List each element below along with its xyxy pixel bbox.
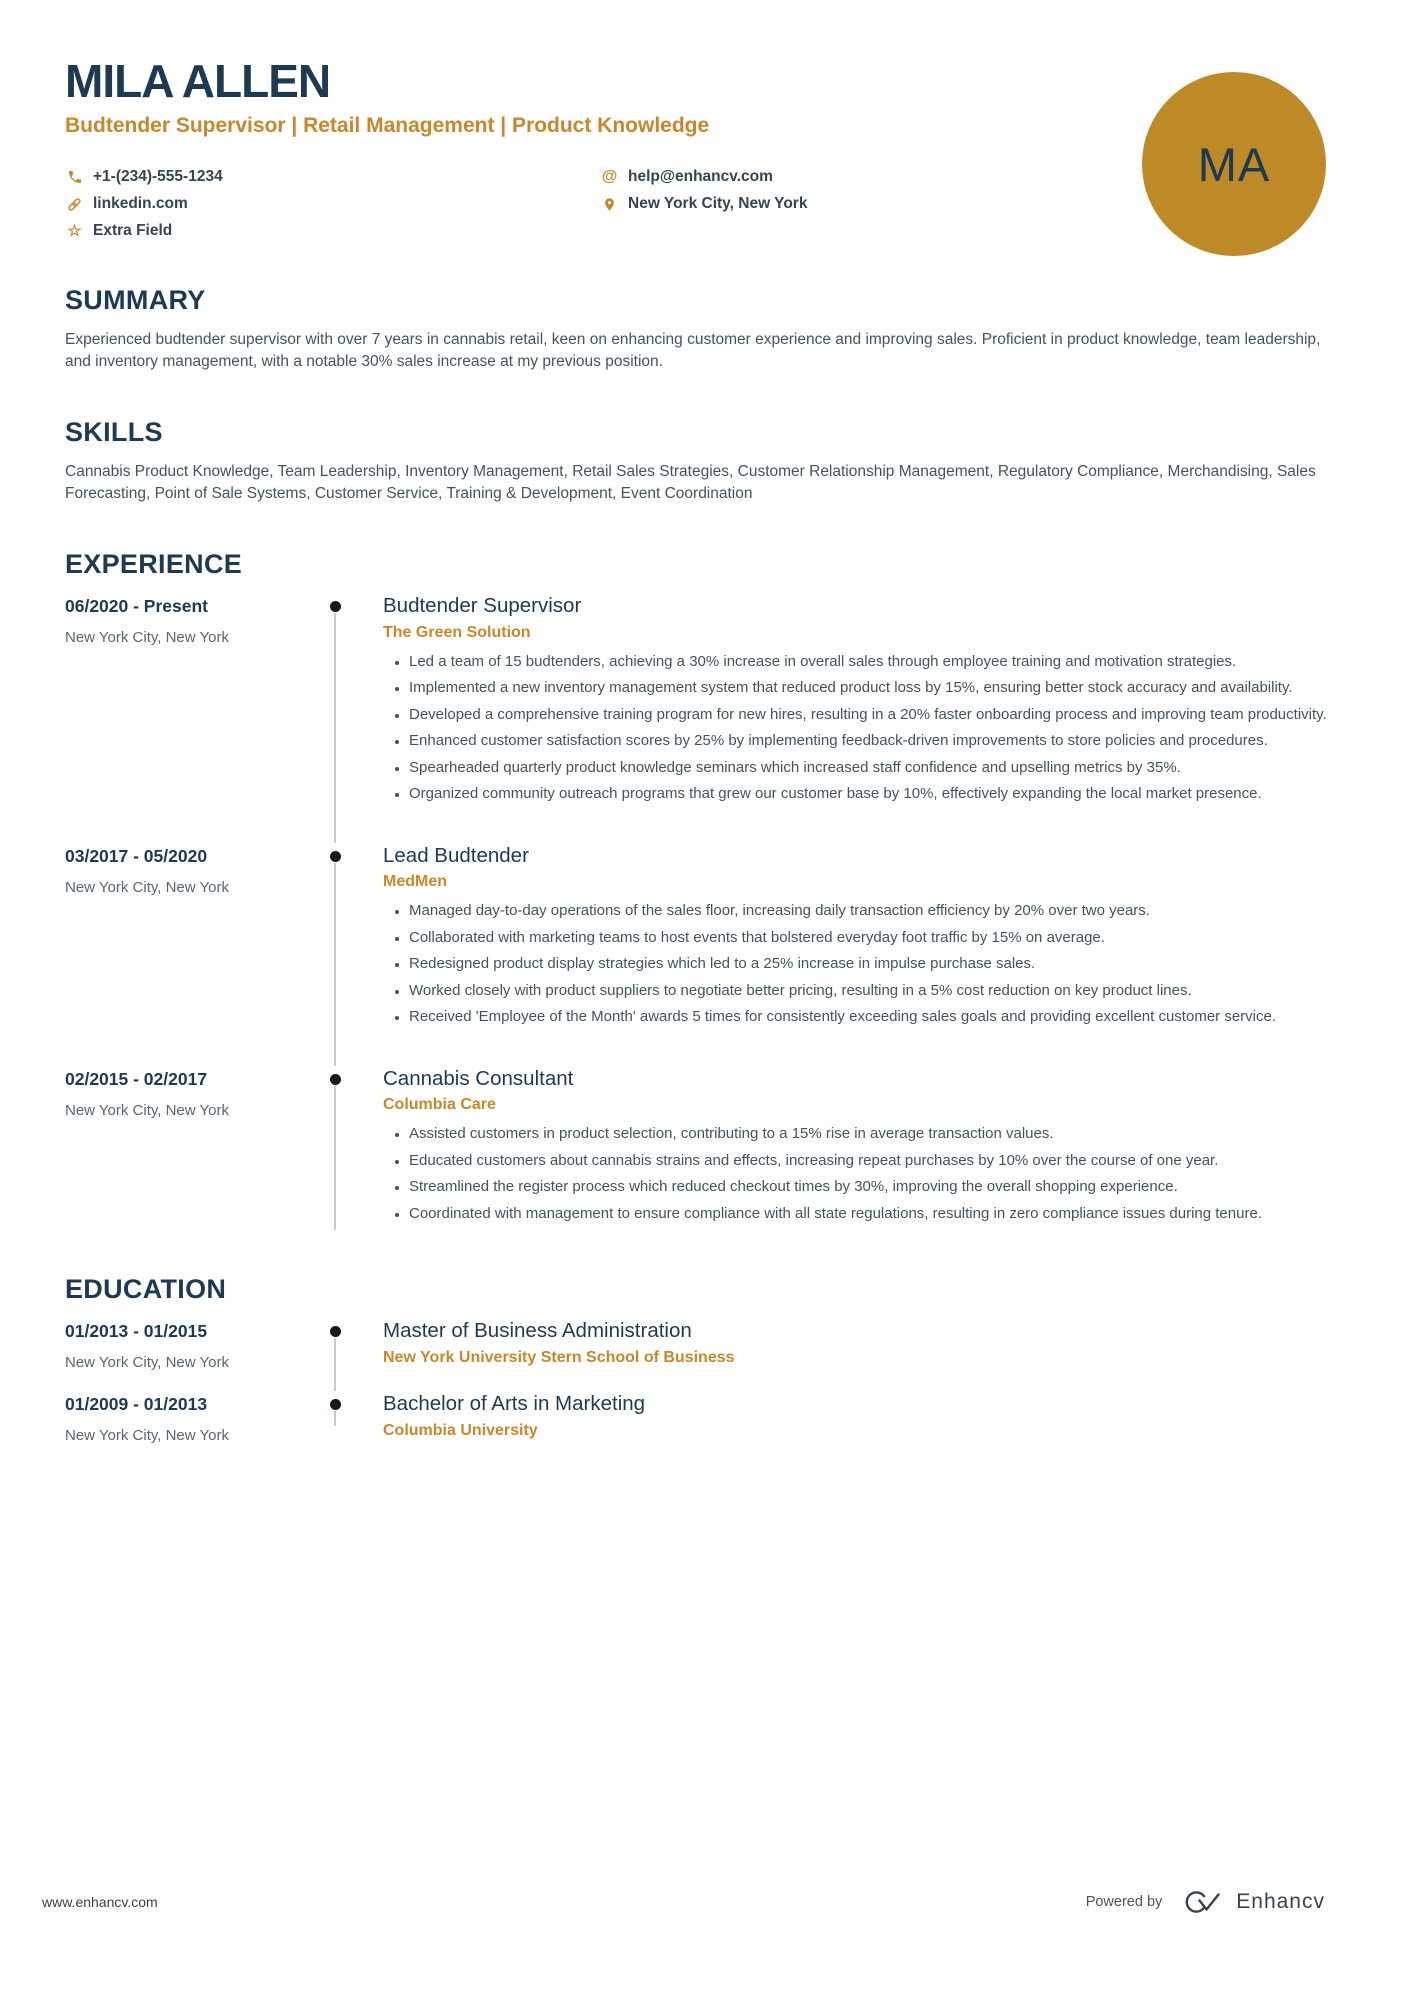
- contact-column-left: [65, 168, 600, 241]
- timeline-dot: [330, 601, 341, 612]
- list-item: • Organized community outreach programs that grew our customer base by 10%, effectively expanding the local market presence.: [409, 784, 1345, 805]
- timeline: [315, 593, 355, 843]
- linkedin-row: [65, 195, 600, 214]
- phone-row: [65, 168, 600, 187]
- link-icon: [65, 195, 84, 214]
- timeline: [315, 1318, 355, 1391]
- footer: [42, 1888, 1325, 1916]
- timeline-dot: [330, 1399, 341, 1410]
- timeline: [315, 843, 355, 1066]
- experience-entry: [65, 843, 1345, 1066]
- powered-by: [1086, 1888, 1325, 1916]
- at-icon: @: [601, 168, 618, 186]
- email-row: [600, 168, 807, 187]
- phone-number[interactable]: +1-(234)-555-1234: [93, 168, 223, 186]
- extra-field-row: [65, 222, 600, 241]
- degree-title: Master of Business Administration: [383, 1319, 692, 1343]
- education-entry: [65, 1391, 1345, 1444]
- email-link[interactable]: help@enhancv.com: [628, 168, 773, 186]
- education-entry: [65, 1318, 1345, 1391]
- timeline-dot: [330, 1074, 341, 1085]
- powered-by-label: Powered by: [1085, 1894, 1163, 1910]
- company-name: Columbia Care: [383, 1096, 496, 1114]
- job-location: New York City, New York: [65, 1101, 229, 1119]
- person-name: MILA ALLEN: [65, 55, 331, 107]
- list-item: • Enhanced customer satisfaction scores by 25% by implementing feedback-driven improvements to store policies and procedures.: [409, 731, 1345, 752]
- education-location: New York City, New York: [65, 1354, 229, 1372]
- list-item: • Redesigned product display strategies which led to a 25% increase in impulse purchase sales.: [409, 954, 1345, 975]
- list-item: • Managed day-to-day operations of the sales floor, increasing daily transaction efficiency by 20% over two years.: [409, 901, 1345, 922]
- degree-title: Bachelor of Arts in Marketing: [383, 1392, 646, 1416]
- job-title: Cannabis Consultant: [383, 1066, 574, 1090]
- education-dates: 01/2009 - 01/2013: [65, 1394, 208, 1415]
- timeline-line: [334, 863, 336, 1066]
- summary-section: [65, 285, 1345, 373]
- list-item: • Streamlined the register process which reduced checkout times by 30%, improving the overall shopping experience.: [409, 1177, 1345, 1198]
- list-item: • Assisted customers in product selection, contributing to a 15% rise in average transaction values.: [409, 1124, 1345, 1145]
- job-bullets: [383, 652, 1345, 805]
- timeline-dot: [330, 1326, 341, 1337]
- timeline-dot: [330, 851, 341, 862]
- company-name: MedMen: [383, 873, 447, 891]
- timeline-line: [334, 1338, 336, 1391]
- headline: Budtender Supervisor | Retail Management | Product Knowledge: [65, 113, 710, 137]
- skills-text: Cannabis Product Knowledge, Team Leadership, Inventory Management, Retail Sales Strategies, Customer Relationship Management, Regulatory Compliance, Merchandising, Sales Forecasting, Point of Sale Systems, Customer Service, Training & Development, Event Coordination: [65, 463, 1316, 502]
- location-text: New York City, New York: [628, 195, 808, 213]
- phone-icon: [65, 168, 84, 187]
- list-item: • Developed a comprehensive training program for new hires, resulting in a 20% faster onboarding process and improving team productivity.: [409, 705, 1345, 726]
- education-dates: 01/2013 - 01/2015: [65, 1321, 208, 1342]
- summary-heading: SUMMARY: [65, 284, 206, 315]
- brand-name[interactable]: Enhancv: [1236, 1890, 1325, 1913]
- site-link[interactable]: www.enhancv.com: [42, 1894, 158, 1910]
- job-location: New York City, New York: [65, 629, 229, 647]
- job-dates: 03/2017 - 05/2020: [65, 845, 208, 866]
- list-item: • Collaborated with marketing teams to host events that bolstered everyday foot traffic by 15% on average.: [409, 928, 1345, 949]
- experience-entry: [65, 1066, 1345, 1231]
- education-section: [65, 1274, 1345, 1444]
- list-item: • Received 'Employee of the Month' awards 5 times for consistently exceeding sales goals and providing excellent customer service.: [409, 1007, 1345, 1028]
- job-bullets: [383, 1124, 1345, 1224]
- summary-text: Experienced budtender supervisor with over 7 years in cannabis retail, keen on enhancing customer experience and improving sales. Proficient in product knowledge, team leadership, and inventory management, with a notable 30% sales increase at my previous position.: [65, 330, 1321, 370]
- job-location: New York City, New York: [65, 878, 229, 896]
- job-title: Budtender Supervisor: [383, 594, 582, 618]
- skills-section: [65, 417, 1345, 505]
- list-item: • Led a team of 15 budtenders, achieving a 30% increase in overall sales through employee training and motivation strategies.: [409, 652, 1345, 673]
- location-pin-icon: [600, 195, 619, 214]
- timeline-line: [334, 1411, 336, 1426]
- experience-heading: EXPERIENCE: [65, 549, 243, 579]
- timeline: [315, 1391, 355, 1444]
- location-row: [600, 195, 807, 214]
- job-bullets: [383, 901, 1345, 1028]
- contact-column-right: [600, 168, 807, 241]
- extra-field-text: Extra Field: [93, 222, 173, 240]
- experience-section: [65, 549, 1345, 1230]
- avatar-initials: MA: [1197, 137, 1271, 191]
- education-heading: EDUCATION: [65, 1274, 227, 1305]
- job-title: Lead Budtender: [383, 843, 529, 867]
- school-name: New York University Stern School of Business: [383, 1349, 735, 1367]
- list-item: • Worked closely with product suppliers to negotiate better pricing, resulting in a 5% cost reduction on key product lines.: [409, 981, 1345, 1002]
- experience-entry: [65, 593, 1345, 843]
- school-name: Columbia University: [383, 1421, 538, 1439]
- skills-heading: SKILLS: [65, 416, 163, 447]
- avatar: [1142, 72, 1326, 256]
- list-item: • Spearheaded quarterly product knowledge seminars which increased staff confidence and upselling metrics by 35%.: [409, 758, 1345, 779]
- timeline-line: [334, 613, 336, 843]
- timeline-line: [334, 1086, 336, 1231]
- timeline: [315, 1066, 355, 1231]
- enhancv-logo-icon: [1176, 1888, 1222, 1916]
- job-dates: 02/2015 - 02/2017: [65, 1068, 208, 1089]
- list-item: • Implemented a new inventory management system that reduced product loss by 15%, ensuring better stock accuracy and availability.: [409, 678, 1345, 699]
- education-location: New York City, New York: [65, 1427, 229, 1445]
- company-name: The Green Solution: [383, 623, 531, 641]
- list-item: • Educated customers about cannabis strains and effects, increasing repeat purchases by 10% over the course of one year.: [409, 1151, 1345, 1172]
- job-dates: 06/2020 - Present: [65, 596, 209, 617]
- header: [65, 55, 1345, 241]
- list-item: • Coordinated with management to ensure compliance with all state regulations, resulting in zero compliance issues during tenure.: [409, 1204, 1345, 1225]
- linkedin-link[interactable]: linkedin.com: [93, 195, 188, 213]
- star-icon: ☆: [67, 223, 82, 241]
